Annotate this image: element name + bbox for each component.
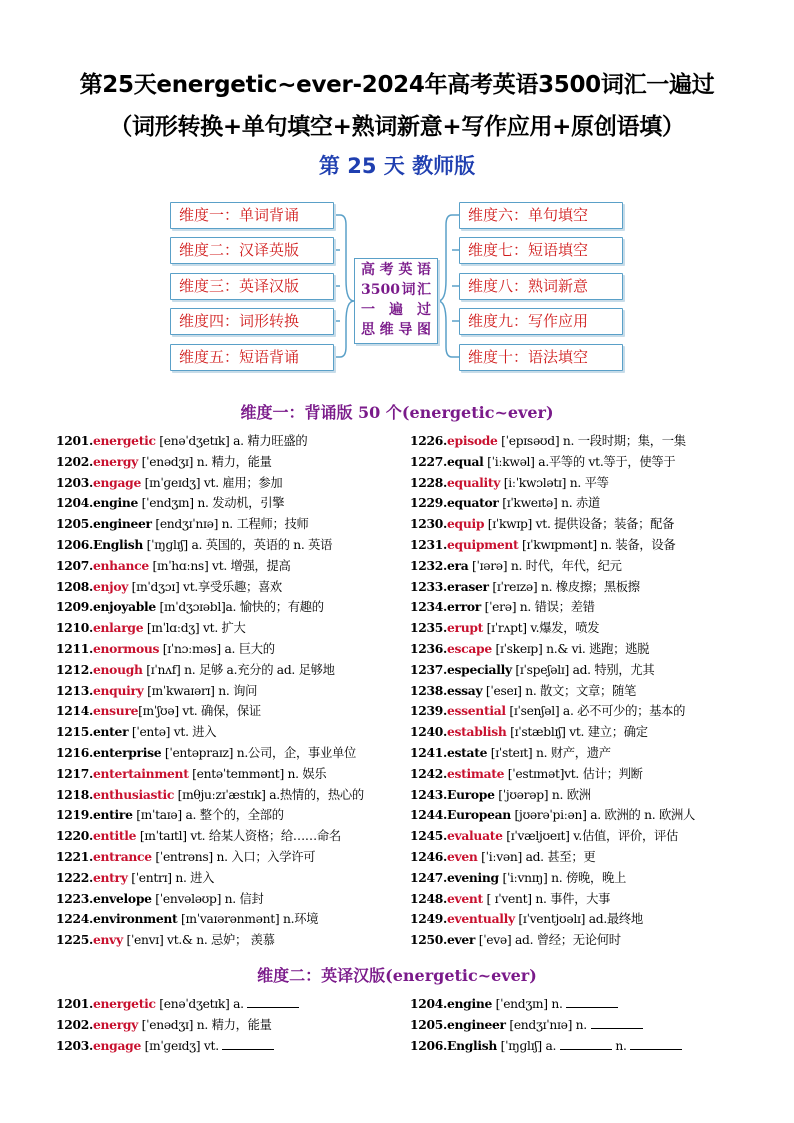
entry-word: engineer bbox=[447, 1017, 506, 1032]
answer-blank[interactable] bbox=[222, 1037, 274, 1050]
vocab-entry bbox=[410, 597, 740, 618]
entry-definition: [iːˈkwɔlətɪ] n. 平等 bbox=[500, 475, 609, 490]
entry-word: enjoyable bbox=[93, 599, 156, 615]
vocab-entry bbox=[56, 930, 406, 951]
vocab-entry bbox=[410, 618, 740, 639]
entry-word: ever bbox=[447, 932, 476, 948]
entry-number: 1201. bbox=[56, 996, 94, 1011]
entry-definition: [ˈjʊərəp] n. 欧洲 bbox=[494, 787, 591, 802]
vocab-entry bbox=[410, 847, 740, 868]
vocab-entry bbox=[410, 701, 740, 722]
vocab-entry bbox=[410, 1014, 740, 1035]
entry-definition: [ˈentrəns] n. 入口；入学许可 bbox=[151, 849, 316, 864]
entry-number: 1204. bbox=[56, 495, 94, 511]
entry-number: 1206. bbox=[410, 1038, 448, 1053]
mindmap-center-line: 3500词汇 bbox=[361, 282, 431, 298]
entry-word: engineer bbox=[93, 516, 152, 532]
entry-definition: [ɪnˈhɑːns] vt. 增强，提高 bbox=[148, 558, 291, 573]
entry-number: 1222. bbox=[56, 869, 94, 885]
entry-word: essay bbox=[447, 682, 483, 698]
entry-number: 1235. bbox=[410, 620, 448, 636]
mindmap-node-dimension-1: 维度一：单词背诵 bbox=[170, 202, 334, 229]
entry-word: even bbox=[447, 848, 478, 864]
entry-number: 1227. bbox=[410, 453, 448, 469]
mindmap-center-line: 思维导图 bbox=[361, 322, 431, 338]
entry-word: establish bbox=[447, 724, 507, 740]
document-title: 第25天energetic~ever-2024年高考英语3500词汇一遍过 bbox=[79, 72, 715, 98]
entry-number: 1201. bbox=[56, 433, 94, 448]
vocab-entry bbox=[56, 722, 406, 743]
entry-number: 1218. bbox=[56, 786, 94, 802]
entry-number: 1231. bbox=[410, 536, 448, 552]
vocab-entry bbox=[410, 993, 740, 1014]
entry-word: enough bbox=[93, 661, 143, 677]
entry-number: 1205. bbox=[56, 516, 94, 532]
entry-definition: [ˈɪŋɡlɪʃ] a. 英国的，英语的 n. 英语 bbox=[143, 537, 333, 552]
section-2-right-column bbox=[410, 993, 740, 1056]
vocab-entry bbox=[56, 1014, 406, 1035]
entry-number: 1213. bbox=[56, 682, 94, 698]
entry-definition: [ɪˈnɔːməs] a. 巨大的 bbox=[159, 641, 275, 656]
entry-word: event bbox=[447, 890, 483, 906]
vocab-entry bbox=[410, 535, 740, 556]
entry-number: 1250. bbox=[410, 932, 448, 948]
entry-number: 1241. bbox=[410, 744, 448, 760]
vocab-entry bbox=[410, 785, 740, 806]
entry-word: entertainment bbox=[93, 765, 189, 781]
vocab-entry bbox=[410, 930, 740, 951]
vocab-entry bbox=[56, 889, 406, 910]
entry-definition: [ɪnˈvaɪərənmənt] n.环境 bbox=[177, 912, 319, 927]
entry-number: 1245. bbox=[410, 828, 448, 844]
mindmap-node-dimension-5: 维度五：短语背诵 bbox=[170, 344, 334, 371]
entry-number: 1233. bbox=[410, 578, 448, 594]
mindmap-center-line: 一 遍 过 bbox=[361, 302, 431, 318]
entry-number: 1230. bbox=[410, 516, 448, 532]
entry-word: entitle bbox=[93, 828, 137, 844]
vocab-entry bbox=[410, 556, 740, 577]
entry-definition: [ɪˈkwɪpmənt] n. 装备，设备 bbox=[518, 537, 676, 552]
vocab-entry bbox=[410, 577, 740, 598]
entry-number: 1246. bbox=[410, 848, 448, 864]
entry-number: 1221. bbox=[56, 848, 94, 864]
answer-blank[interactable] bbox=[591, 1016, 643, 1029]
entry-definition: [jʊərəˈpiːən] a. 欧洲的 n. 欧洲人 bbox=[510, 808, 695, 823]
vocab-entry bbox=[56, 805, 406, 826]
mindmap-center-node bbox=[354, 258, 438, 344]
entry-word: energetic bbox=[93, 433, 156, 448]
entry-word: evening bbox=[447, 869, 499, 885]
entry-number: 1204. bbox=[410, 996, 448, 1011]
mindmap-node-dimension-9: 维度九：写作应用 bbox=[459, 308, 623, 335]
entry-word: enjoy bbox=[93, 578, 129, 594]
entry-definition: [ɪˈsteɪt] n. 财产，遗产 bbox=[487, 745, 611, 760]
entry-number: 1216. bbox=[56, 744, 94, 760]
entry-number: 1236. bbox=[410, 640, 448, 656]
answer-blank[interactable] bbox=[566, 995, 618, 1008]
entry-definition: [ɪˈsenʃəl] a. 必不可少的；基本的 bbox=[505, 704, 686, 719]
entry-definition: [enəˈdʒetɪk] a. 精力旺盛的 bbox=[155, 434, 308, 448]
entry-word: equator bbox=[447, 495, 499, 511]
entry-definition: [ˈentəpraɪz] n.公司，企，事业单位 bbox=[161, 745, 356, 760]
mindmap-node-dimension-10: 维度十：语法填空 bbox=[459, 344, 623, 371]
entry-number: 1214. bbox=[56, 703, 94, 719]
entry-word: energy bbox=[93, 453, 139, 469]
entry-word: enterprise bbox=[93, 744, 162, 760]
section-2-left-column bbox=[56, 993, 406, 1056]
entry-word: engage bbox=[93, 474, 141, 490]
vocab-entry bbox=[410, 889, 740, 910]
entry-word: eraser bbox=[447, 578, 489, 594]
vocab-entry bbox=[56, 597, 406, 618]
entry-word: energetic bbox=[93, 996, 156, 1011]
vocab-entry bbox=[410, 473, 740, 494]
vocab-entry bbox=[410, 826, 740, 847]
entry-number: 1244. bbox=[410, 807, 448, 823]
entry-definition: [ɪnθjuːzɪˈæstɪk] a.热情的，热心的 bbox=[174, 787, 364, 802]
entry-number: 1206. bbox=[56, 536, 94, 552]
entry-word: estimate bbox=[447, 765, 505, 781]
entry-word: equip bbox=[447, 516, 485, 532]
entry-definition: [ɪnˈtaɪə] a. 整个的，全部的 bbox=[132, 808, 284, 823]
vocab-entry bbox=[410, 681, 740, 702]
entry-definition: [entəˈteɪnmənt] n. 娱乐 bbox=[188, 766, 327, 781]
section-2-title: 维度二：英译汉版(energetic~ever) bbox=[257, 966, 537, 985]
entry-number: 1229. bbox=[410, 495, 448, 511]
vocab-entry bbox=[410, 722, 740, 743]
entry-definition: [ˈerə] n. 错误；差错 bbox=[480, 600, 595, 615]
entry-word: enlarge bbox=[93, 620, 144, 636]
section-1-left-column bbox=[56, 431, 406, 951]
entry-definition: [ɪˈstæblɪʃ] vt. 建立；确定 bbox=[506, 725, 648, 740]
entry-number: 1223. bbox=[56, 890, 94, 906]
entry-number: 1228. bbox=[410, 474, 448, 490]
mindmap-node-dimension-3: 维度三：英译汉版 bbox=[170, 273, 334, 300]
entry-word: entry bbox=[93, 869, 128, 885]
entry-number: 1234. bbox=[410, 599, 448, 615]
entry-word: entire bbox=[93, 807, 133, 823]
entry-number: 1226. bbox=[410, 433, 448, 448]
entry-definition: [ɪˈrʌpt] v.爆发，喷发 bbox=[483, 621, 600, 636]
mindmap-node-dimension-4: 维度四：词形转换 bbox=[170, 308, 334, 335]
entry-definition: [enəˈdʒetɪk] a. bbox=[155, 997, 248, 1011]
vocab-entry bbox=[410, 805, 740, 826]
entry-number: 1247. bbox=[410, 869, 448, 885]
entry-number: 1217. bbox=[56, 765, 94, 781]
entry-definition: [ˈenədʒɪ] n. 精力，能量 bbox=[138, 1018, 272, 1032]
entry-word: evaluate bbox=[447, 828, 503, 844]
entry-number: 1203. bbox=[56, 1038, 94, 1053]
entry-definition: [ɪnˈɡeɪdʒ] vt. 雇用；参加 bbox=[140, 475, 283, 490]
entry-number: 1207. bbox=[56, 557, 94, 573]
entry-word: Europe bbox=[447, 786, 495, 802]
vocab-entry bbox=[56, 847, 406, 868]
vocab-entry bbox=[56, 452, 406, 473]
vocab-entry bbox=[410, 909, 740, 930]
teacher-edition-heading: 第 25 天 教师版 bbox=[318, 154, 476, 178]
entry-word: escape bbox=[447, 640, 492, 656]
entry-definition: [ˈiːkwəl] a.平等的 vt.等于，使等于 bbox=[483, 454, 676, 469]
entry-definition: [ˈeseɪ] n. 散文；文章；随笔 bbox=[482, 683, 637, 698]
entry-definition: [ˈenvɪ] vt.& n. 忌妒； 羡慕 bbox=[122, 933, 275, 948]
entry-definition: [ ɪˈvent] n. 事件，大事 bbox=[482, 891, 611, 906]
entry-word: enormous bbox=[93, 640, 160, 656]
entry-definition: [ɪnˈʃʊə] vt. 确保，保证 bbox=[138, 704, 261, 719]
entry-word: enter bbox=[93, 724, 129, 740]
entry-word: erupt bbox=[447, 620, 484, 636]
mindmap-center-line: 高考英语 bbox=[361, 262, 431, 278]
entry-word: English bbox=[93, 536, 144, 552]
entry-number: 1249. bbox=[410, 911, 448, 927]
entry-word: English bbox=[447, 1038, 498, 1053]
entry-number: 1242. bbox=[410, 765, 448, 781]
entry-word: especially bbox=[447, 661, 512, 677]
entry-word: equal bbox=[447, 453, 484, 469]
vocab-entry bbox=[56, 681, 406, 702]
entry-number: 1202. bbox=[56, 453, 94, 469]
vocab-entry bbox=[56, 556, 406, 577]
entry-definition: [ɪnˈɡeɪdʒ] vt. bbox=[140, 1039, 223, 1053]
entry-definition: [ɪˈkweɪtə] n. 赤道 bbox=[498, 496, 600, 511]
vocab-entry bbox=[56, 431, 406, 452]
entry-number: 1203. bbox=[56, 474, 94, 490]
entry-definition: [ˈenədʒɪ] n. 精力，能量 bbox=[138, 454, 272, 469]
entry-word: European bbox=[447, 807, 511, 823]
entry-definition: [ɪˈreɪzə] n. 橡皮擦；黑板擦 bbox=[488, 579, 640, 594]
entry-number: 1248. bbox=[410, 890, 448, 906]
entry-word: essential bbox=[447, 703, 506, 719]
entry-number: 1219. bbox=[56, 807, 94, 823]
entry-word: envelope bbox=[93, 890, 152, 906]
vocab-entry bbox=[410, 431, 740, 452]
entry-definition: [ˈevə] ad. 曾经；无论何时 bbox=[475, 933, 621, 948]
entry-word: era bbox=[447, 557, 469, 573]
vocab-entry bbox=[56, 743, 406, 764]
entry-definition: [endʒɪˈnɪə] n. bbox=[505, 1018, 591, 1032]
vocab-entry bbox=[410, 764, 740, 785]
entry-word: engine bbox=[447, 996, 493, 1011]
answer-blank[interactable] bbox=[560, 1037, 612, 1050]
vocab-entry bbox=[410, 1035, 740, 1056]
entry-definition: [ɪnˈtaɪtl] vt. 给某人资格；给……命名 bbox=[136, 829, 341, 844]
entry-definition: [ɪnˈkwaɪərɪ] n. 询问 bbox=[143, 683, 258, 698]
entry-definition: [ˈentrɪ] n. 进入 bbox=[127, 870, 215, 885]
entry-number: 1238. bbox=[410, 682, 448, 698]
vocab-entry bbox=[56, 473, 406, 494]
entry-word: envy bbox=[93, 932, 123, 948]
vocab-entry bbox=[56, 535, 406, 556]
entry-definition: [ɪˈventjʊəlɪ] ad.最终地 bbox=[514, 912, 643, 927]
mindmap-node-dimension-6: 维度六：单句填空 bbox=[459, 202, 623, 229]
entry-word: equipment bbox=[447, 536, 519, 552]
entry-definition: [ɪˈnʌf] n. 足够 a.充分的 ad. 足够地 bbox=[142, 662, 335, 677]
entry-number: 1210. bbox=[56, 620, 94, 636]
mindmap-node-dimension-2: 维度二：汉译英版 bbox=[170, 237, 334, 264]
mindmap-node-dimension-8: 维度八：熟词新意 bbox=[459, 273, 623, 300]
vocab-entry bbox=[56, 660, 406, 681]
entry-definition: [ɪˈspeʃəlɪ] ad. 特别，尤其 bbox=[511, 662, 655, 677]
document-subtitle-topics: （词形转换+单句填空+熟词新意+写作应用+原创语填） bbox=[109, 114, 685, 140]
entry-number: 1208. bbox=[56, 578, 94, 594]
entry-word: energy bbox=[93, 1017, 139, 1032]
vocab-entry bbox=[56, 514, 406, 535]
entry-definition: [endʒɪˈnɪə] n. 工程师；技师 bbox=[151, 517, 309, 532]
entry-definition: [ˈɪərə] n. 时代，年代，纪元 bbox=[468, 558, 622, 573]
entry-number: 1243. bbox=[410, 786, 448, 802]
entry-word: error bbox=[447, 599, 481, 615]
answer-blank[interactable] bbox=[630, 1037, 682, 1050]
entry-definition: [ɪnˈlɑːdʒ] vt. 扩大 bbox=[143, 621, 246, 636]
entry-definition: [ˈentə] vt. 进入 bbox=[128, 725, 217, 740]
vocab-entry bbox=[410, 868, 740, 889]
entry-word: enquiry bbox=[93, 682, 144, 698]
entry-word: engine bbox=[93, 495, 139, 511]
entry-word: engage bbox=[93, 1038, 141, 1053]
entry-number: 1211. bbox=[56, 640, 94, 656]
answer-blank[interactable] bbox=[247, 995, 299, 1008]
entry-word: eventually bbox=[447, 911, 515, 927]
entry-word: ensure bbox=[93, 703, 139, 719]
entry-number: 1225. bbox=[56, 932, 94, 948]
entry-definition: [ˈenvələʊp] n. 信封 bbox=[151, 891, 264, 906]
entry-word: enthusiastic bbox=[93, 786, 175, 802]
vocab-entry bbox=[56, 639, 406, 660]
vocab-entry bbox=[56, 577, 406, 598]
entry-word: episode bbox=[447, 433, 498, 448]
vocab-entry bbox=[410, 493, 740, 514]
vocab-entry bbox=[56, 1035, 406, 1056]
entry-word: enhance bbox=[93, 557, 149, 573]
entry-number: 1202. bbox=[56, 1017, 94, 1032]
entry-definition: [ˈiːvən] ad. 甚至；更 bbox=[477, 849, 596, 864]
vocab-entry bbox=[410, 743, 740, 764]
entry-number: 1215. bbox=[56, 724, 94, 740]
vocab-entry bbox=[410, 514, 740, 535]
entry-definition: [ˈiːvnɪŋ] n. 傍晚，晚上 bbox=[498, 870, 626, 885]
vocab-entry bbox=[56, 993, 406, 1014]
entry-definition: [ˈendʒɪn] n. bbox=[492, 997, 567, 1011]
mindmap-node-dimension-7: 维度七：短语填空 bbox=[459, 237, 623, 264]
entry-number: 1224. bbox=[56, 911, 94, 927]
entry-number: 1205. bbox=[410, 1017, 448, 1032]
entry-number: 1209. bbox=[56, 599, 94, 615]
vocab-entry bbox=[56, 493, 406, 514]
vocab-entry bbox=[410, 660, 740, 681]
vocab-entry bbox=[410, 639, 740, 660]
entry-word: environment bbox=[93, 911, 178, 927]
vocab-entry bbox=[56, 618, 406, 639]
entry-pos: n. bbox=[611, 1039, 631, 1053]
vocab-entry bbox=[56, 764, 406, 785]
entry-number: 1237. bbox=[410, 661, 448, 677]
vocab-entry bbox=[56, 701, 406, 722]
entry-number: 1220. bbox=[56, 828, 94, 844]
entry-number: 1212. bbox=[56, 661, 94, 677]
entry-definition: [ɪˈskeɪp] n.& vi. 逃跑；逃脱 bbox=[491, 641, 650, 656]
entry-definition: [ˈendʒɪn] n. 发动机，引擎 bbox=[138, 496, 285, 511]
entry-definition: [ɪˈkwɪp] vt. 提供设备；装备；配备 bbox=[484, 517, 675, 532]
section-1-title: 维度一：背诵版 50 个(energetic~ever) bbox=[240, 403, 554, 422]
entry-number: 1232. bbox=[410, 557, 448, 573]
entry-word: estate bbox=[447, 744, 488, 760]
entry-definition: [ˈepɪsəʊd] n. 一段时期；集，一集 bbox=[497, 434, 686, 448]
vocab-entry bbox=[56, 868, 406, 889]
vocab-entry bbox=[56, 826, 406, 847]
entry-word: equality bbox=[447, 474, 501, 490]
entry-definition: [ɪnˈdʒɔɪəbl]a. 愉快的；有趣的 bbox=[155, 600, 324, 615]
entry-definition: [ɪnˈdʒɔɪ] vt.享受乐趣；喜欢 bbox=[128, 579, 282, 594]
section-1-right-column bbox=[410, 431, 740, 951]
entry-definition: [ˈɪŋɡlɪʃ] a. bbox=[497, 1039, 560, 1053]
entry-definition: [ˈestɪmət]vt. 估计；判断 bbox=[504, 766, 643, 781]
entry-word: entrance bbox=[93, 848, 152, 864]
entry-number: 1240. bbox=[410, 724, 448, 740]
vocab-entry bbox=[56, 785, 406, 806]
entry-number: 1239. bbox=[410, 703, 448, 719]
vocab-entry bbox=[56, 909, 406, 930]
entry-definition: [ɪˈvæljʊeɪt] v.估值，评价，评估 bbox=[502, 829, 678, 844]
vocab-entry bbox=[410, 452, 740, 473]
